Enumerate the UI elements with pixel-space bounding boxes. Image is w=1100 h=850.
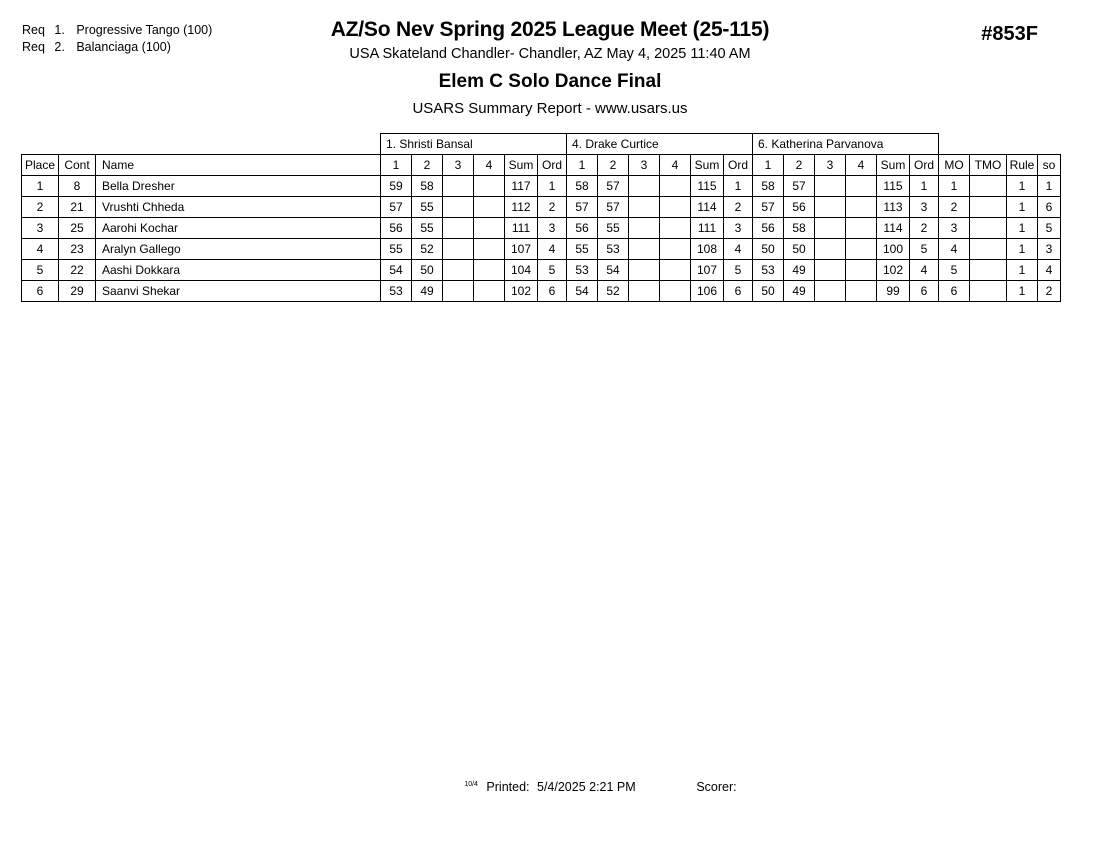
cell-j3-s3 (815, 239, 846, 260)
cell-j3-s3 (815, 218, 846, 239)
cell-j2-s1: 53 (567, 260, 598, 281)
judge-header-3: 6. Katherina Parvanova (753, 134, 939, 155)
cell-j2-sum: 106 (691, 281, 724, 302)
cell-tmo (970, 218, 1007, 239)
cell-j1-s3 (443, 197, 474, 218)
cell-j1-s2: 52 (412, 239, 443, 260)
cell-j1-sum: 102 (505, 281, 538, 302)
cell-j2-sum: 107 (691, 260, 724, 281)
cell-cont: 21 (59, 197, 96, 218)
cell-mo: 5 (939, 260, 970, 281)
cell-j2-s2: 54 (598, 260, 629, 281)
cell-so: 5 (1038, 218, 1061, 239)
cell-j3-s2: 49 (784, 281, 815, 302)
cell-j2-s3 (629, 281, 660, 302)
cell-j2-s1: 55 (567, 239, 598, 260)
cell-j3-s3 (815, 281, 846, 302)
table-row (22, 260, 1061, 281)
cell-name: Saanvi Shekar (96, 281, 381, 302)
cell-j3-sum: 99 (877, 281, 910, 302)
cell-j1-s4 (474, 260, 505, 281)
cell-j1-ord: 5 (538, 260, 567, 281)
cell-j1-s1: 53 (381, 281, 412, 302)
header-rule: Rule (1007, 155, 1038, 176)
cell-j1-s4 (474, 239, 505, 260)
cell-name: Vrushti Chheda (96, 197, 381, 218)
cell-rule: 1 (1007, 176, 1038, 197)
header-j1-score-4: 4 (474, 155, 505, 176)
cell-so: 1 (1038, 176, 1061, 197)
scorer-label: Scorer: (696, 780, 737, 794)
header-j3-score-2: 2 (784, 155, 815, 176)
cell-j2-sum: 115 (691, 176, 724, 197)
cell-j1-s1: 59 (381, 176, 412, 197)
cell-j1-s3 (443, 260, 474, 281)
report-header (0, 18, 1100, 117)
cell-j1-s3 (443, 176, 474, 197)
header-j2-score-4: 4 (660, 155, 691, 176)
cell-j3-s1: 57 (753, 197, 784, 218)
header-j3-ord: Ord (910, 155, 939, 176)
cell-j3-sum: 115 (877, 176, 910, 197)
meet-title: AZ/So Nev Spring 2025 League Meet (25-115) (330, 18, 770, 41)
cell-so: 3 (1038, 239, 1061, 260)
footer-inner (464, 780, 737, 794)
cell-j3-s4 (846, 281, 877, 302)
cell-j1-ord: 2 (538, 197, 567, 218)
table-row (22, 218, 1061, 239)
cell-j3-s1: 50 (753, 281, 784, 302)
cell-j1-ord: 4 (538, 239, 567, 260)
cell-j1-s2: 58 (412, 176, 443, 197)
cell-place: 5 (22, 260, 59, 281)
cell-j2-s3 (629, 218, 660, 239)
cell-j3-s2: 58 (784, 218, 815, 239)
cell-mo: 1 (939, 176, 970, 197)
cell-j2-s1: 54 (567, 281, 598, 302)
cell-name: Aashi Dokkara (96, 260, 381, 281)
cell-j3-sum: 114 (877, 218, 910, 239)
cell-j2-s1: 57 (567, 197, 598, 218)
cell-place: 4 (22, 239, 59, 260)
cell-j1-s1: 54 (381, 260, 412, 281)
cell-j1-s1: 57 (381, 197, 412, 218)
header-so: so (1038, 155, 1061, 176)
report-footer (0, 780, 1100, 794)
cell-j3-ord: 4 (910, 260, 939, 281)
cell-j3-sum: 102 (877, 260, 910, 281)
cell-j2-s2: 52 (598, 281, 629, 302)
spacer-cell (59, 134, 96, 155)
column-header-row (22, 155, 1061, 176)
report-subtitle: USARS Summary Report - www.usars.us (412, 100, 688, 117)
cell-rule: 1 (1007, 197, 1038, 218)
cell-so: 6 (1038, 197, 1061, 218)
header-j1-score-2: 2 (412, 155, 443, 176)
venue-datetime: USA Skateland Chandler- Chandler, AZ May 4, 2025 11:40 AM (349, 46, 751, 62)
cell-j3-s4 (846, 176, 877, 197)
cell-mo: 3 (939, 218, 970, 239)
cell-j3-sum: 100 (877, 239, 910, 260)
header-j2-score-1: 1 (567, 155, 598, 176)
header-place: Place (22, 155, 59, 176)
header-j3-score-1: 1 (753, 155, 784, 176)
cell-j1-s4 (474, 176, 505, 197)
cell-name: Aarohi Kochar (96, 218, 381, 239)
cell-place: 2 (22, 197, 59, 218)
judge-header-1: 1. Shristi Bansal (381, 134, 567, 155)
cell-j3-s1: 58 (753, 176, 784, 197)
cell-place: 3 (22, 218, 59, 239)
cell-j1-sum: 112 (505, 197, 538, 218)
cell-tmo (970, 281, 1007, 302)
cell-cont: 23 (59, 239, 96, 260)
cell-cont: 22 (59, 260, 96, 281)
event-number: #853F (981, 23, 1038, 45)
cell-j1-ord: 6 (538, 281, 567, 302)
cell-j1-s2: 55 (412, 218, 443, 239)
cell-j2-s4 (660, 218, 691, 239)
cell-j2-s1: 56 (567, 218, 598, 239)
cell-so: 2 (1038, 281, 1061, 302)
cell-rule: 1 (1007, 218, 1038, 239)
spacer-cell (1007, 134, 1038, 155)
cell-j2-s3 (629, 260, 660, 281)
cell-j1-sum: 117 (505, 176, 538, 197)
cell-j3-s1: 53 (753, 260, 784, 281)
cell-j3-s1: 50 (753, 239, 784, 260)
cell-j2-s4 (660, 281, 691, 302)
header-j3-sum: Sum (877, 155, 910, 176)
header-j1-score-3: 3 (443, 155, 474, 176)
header-j1-sum: Sum (505, 155, 538, 176)
spacer-cell (22, 134, 59, 155)
cell-j2-s1: 58 (567, 176, 598, 197)
cell-j1-s2: 49 (412, 281, 443, 302)
cell-j1-s2: 50 (412, 260, 443, 281)
cell-mo: 6 (939, 281, 970, 302)
cell-j2-sum: 114 (691, 197, 724, 218)
cell-j2-ord: 4 (724, 239, 753, 260)
cell-j1-s1: 55 (381, 239, 412, 260)
spacer-cell (96, 134, 381, 155)
judge-header-2: 4. Drake Curtice (567, 134, 753, 155)
cell-tmo (970, 239, 1007, 260)
cell-j3-ord: 2 (910, 218, 939, 239)
header-j1-ord: Ord (538, 155, 567, 176)
cell-j1-s4 (474, 218, 505, 239)
header-cont: Cont (59, 155, 96, 176)
header-j3-score-3: 3 (815, 155, 846, 176)
cell-tmo (970, 176, 1007, 197)
cell-j3-s2: 56 (784, 197, 815, 218)
cell-j2-s2: 55 (598, 218, 629, 239)
results-table-wrapper (21, 133, 1061, 302)
cell-j3-s1: 56 (753, 218, 784, 239)
cell-j3-ord: 1 (910, 176, 939, 197)
requirement-label: Req (22, 23, 45, 37)
cell-rule: 1 (1007, 281, 1038, 302)
cell-j2-s4 (660, 260, 691, 281)
cell-j3-s4 (846, 260, 877, 281)
cell-j3-ord: 6 (910, 281, 939, 302)
table-row (22, 197, 1061, 218)
cell-j3-s2: 57 (784, 176, 815, 197)
cell-j2-s2: 53 (598, 239, 629, 260)
table-row (22, 176, 1061, 197)
requirement-label: Req (22, 40, 45, 54)
cell-j3-s3 (815, 197, 846, 218)
header-j3-score-4: 4 (846, 155, 877, 176)
cell-rule: 1 (1007, 260, 1038, 281)
header-tmo: TMO (970, 155, 1007, 176)
cell-j3-ord: 3 (910, 197, 939, 218)
header-j2-score-3: 3 (629, 155, 660, 176)
cell-place: 6 (22, 281, 59, 302)
cell-j1-s3 (443, 239, 474, 260)
cell-j1-ord: 3 (538, 218, 567, 239)
cell-j3-s4 (846, 239, 877, 260)
header-j1-score-1: 1 (381, 155, 412, 176)
cell-j3-s2: 49 (784, 260, 815, 281)
header-name: Name (96, 155, 381, 176)
cell-j1-s2: 55 (412, 197, 443, 218)
cell-j3-s2: 50 (784, 239, 815, 260)
version-code: 10/4 (464, 780, 478, 788)
header-j2-ord: Ord (724, 155, 753, 176)
cell-j2-s4 (660, 176, 691, 197)
cell-j2-ord: 1 (724, 176, 753, 197)
cell-name: Bella Dresher (96, 176, 381, 197)
cell-place: 1 (22, 176, 59, 197)
spacer-cell (1038, 134, 1061, 155)
cell-j2-s2: 57 (598, 176, 629, 197)
cell-j3-sum: 113 (877, 197, 910, 218)
requirement-number: 2. (54, 40, 65, 54)
cell-j2-s3 (629, 197, 660, 218)
cell-j1-sum: 104 (505, 260, 538, 281)
cell-j1-ord: 1 (538, 176, 567, 197)
event-title: Elem C Solo Dance Final (438, 71, 662, 92)
cell-cont: 29 (59, 281, 96, 302)
cell-j2-s2: 57 (598, 197, 629, 218)
cell-j2-s4 (660, 197, 691, 218)
printed-label: Printed: (486, 780, 530, 794)
cell-j2-s3 (629, 239, 660, 260)
cell-j2-ord: 2 (724, 197, 753, 218)
requirement-name: Balanciaga (100) (76, 40, 171, 54)
cell-j3-s3 (815, 260, 846, 281)
header-j2-score-2: 2 (598, 155, 629, 176)
cell-j3-s3 (815, 176, 846, 197)
cell-tmo (970, 197, 1007, 218)
cell-j2-ord: 3 (724, 218, 753, 239)
cell-so: 4 (1038, 260, 1061, 281)
spacer-cell (939, 134, 970, 155)
cell-mo: 4 (939, 239, 970, 260)
cell-j3-s4 (846, 218, 877, 239)
cell-cont: 25 (59, 218, 96, 239)
cell-j1-s1: 56 (381, 218, 412, 239)
spacer-cell (970, 134, 1007, 155)
printed-timestamp: 5/4/2025 2:21 PM (537, 780, 636, 794)
cell-j3-ord: 5 (910, 239, 939, 260)
cell-j1-s3 (443, 218, 474, 239)
header-j2-sum: Sum (691, 155, 724, 176)
cell-j3-s4 (846, 197, 877, 218)
table-row (22, 239, 1061, 260)
cell-tmo (970, 260, 1007, 281)
header-mo: MO (939, 155, 970, 176)
cell-j1-s4 (474, 281, 505, 302)
cell-j1-s3 (443, 281, 474, 302)
results-table (21, 133, 1061, 302)
cell-j2-ord: 5 (724, 260, 753, 281)
cell-j2-s3 (629, 176, 660, 197)
requirement-number: 1. (54, 23, 65, 37)
table-row (22, 281, 1061, 302)
cell-mo: 2 (939, 197, 970, 218)
cell-j2-s4 (660, 239, 691, 260)
cell-j2-sum: 108 (691, 239, 724, 260)
cell-j1-s4 (474, 197, 505, 218)
cell-name: Aralyn Gallego (96, 239, 381, 260)
requirement-name: Progressive Tango (100) (76, 23, 213, 37)
cell-j1-sum: 107 (505, 239, 538, 260)
cell-rule: 1 (1007, 239, 1038, 260)
cell-j1-sum: 111 (505, 218, 538, 239)
cell-cont: 8 (59, 176, 96, 197)
cell-j2-sum: 111 (691, 218, 724, 239)
judge-header-row (22, 134, 1061, 155)
cell-j2-ord: 6 (724, 281, 753, 302)
